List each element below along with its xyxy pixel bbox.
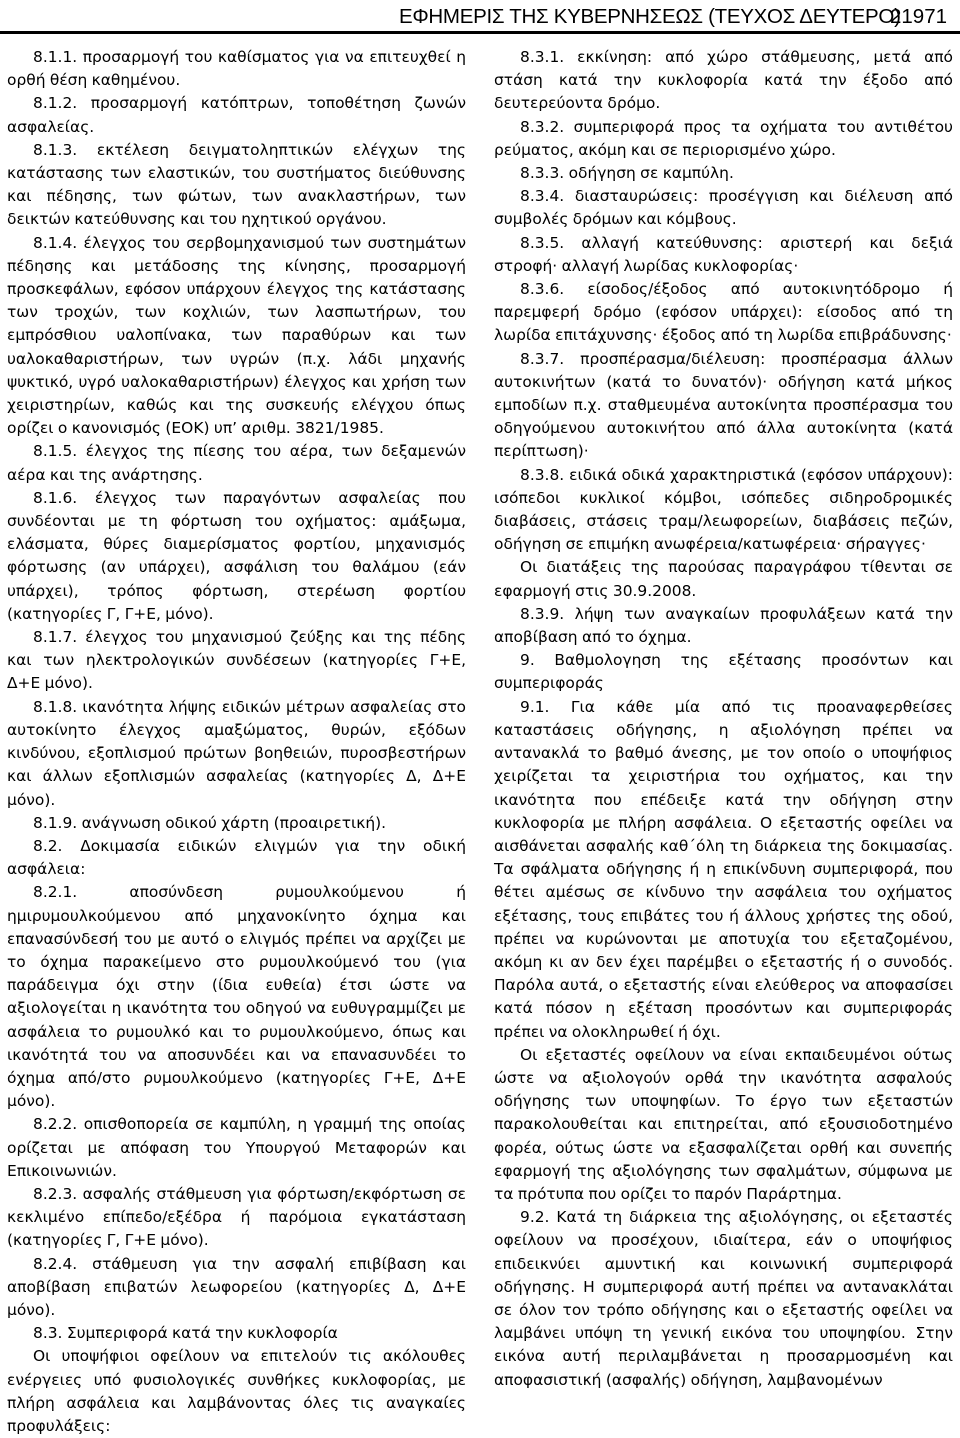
paragraph: 8.2.3. ασφαλής στάθμευση για φόρτωση/εκφόρτωση σε κεκλιμένο επίπεδο/εξέδρα ή παρόμοια εγκατάσταση (κατηγορίες Γ, Γ+Ε μόνο). — [7, 1184, 466, 1250]
paragraph: Οι υποψήφιοι οφείλουν να επιτελούν τις ακόλουθες ενέργειες υπό φυσιολογικές συνθήκες κυκλοφορίας, με πλήρη ασφάλεια και λαμβάνοντας όλες τις αναγκαίες προφυλάξεις: — [7, 1347, 466, 1435]
paragraph: 8.1.3. εκτέλεση δειγματοληπτικών ελέγχων της κατάστασης των ελαστικών, του συστήματος διεύθυνσης και πέδησης, των φώτων, των ανακλαστήρων, των δεικτών κατεύθυνσης και του ηχητικού οργάνου. — [7, 140, 466, 229]
paragraph: 8.1.1. προσαρμογή του καθίσματος για να επιτευχθεί η ορθή θέση καθημένου. — [7, 48, 466, 90]
paragraph: Οι εξεταστές οφείλουν να είναι εκπαιδευμένοι ούτως ώστε να αξιολογούν ορθά την ικανότητα ασφαλούς οδήγησης των υποψηφίων. Το έργο των εξεταστών παρακολουθείται και επιτηρείται, από εξουσιοδοτημένο φορέα, ούτως ώστε να εξασφαλίζεται ορθή και συνεπής εφαρμογή της αξιολόγησης των σφαλμάτων, σύμφωνα με τα πρότυπα που ορίζει το παρόν Παράρτημα. — [494, 1045, 953, 1203]
paragraph: 8.1.9. ανάγνωση οδικού χάρτη (προαιρετική). — [33, 813, 387, 832]
paragraph: 8.2.1. αποσύνδεση ρυμουλκούμενου ή ημιρυμουλκούμενου από μηχανοκίνητο όχημα και επανασύνδεσή του με αυτό ο ελιγμός πρέπει να αρχίζει με το όχημα παρακείμενο στο ρυμουλκούμενό του (για παράδειγμα όχι στην (ίδια ευθεία) έτσι ώστε να αξιολογείται η ικανότητα του οδηγού να ευθυγραμμίζει με ασφάλεια το ρυμουλκό και το ρυμουλκούμενο, όπως και ικανότητά του να αποσυνδέει και να επανασυνδέει το όχημα από/στο ρυμουλκούμενο (κατηγορίες Γ+Ε, Δ+Ε μόνο). — [7, 883, 466, 1111]
paragraph: 8.1.5. έλεγχος της πίεσης του αέρα, των δεξαμενών αέρα και της ανάρτησης. — [7, 442, 466, 484]
paragraph: 8.3.1. εκκίνηση: από χώρο στάθμευσης, μετά από στάση κατά την κυκλοφορία κατά την έξοδο από δευτερεύοντα δρόμο. — [494, 48, 953, 113]
paragraph: 8.3.8. ειδικά οδικά χαρακτηριστικά (εφόσον υπάρχουν): ισόπεδοι κυκλικοί κόμβοι, ισόπεδες σιδηροδρομικές διαβάσεις, στάσεις τραμ/λεωφορείων, διαβάσεις πεζών, οδήγηση σε επιμήκη ανωφέρεια/κατωφέρεια· σήραγγες· — [494, 465, 953, 554]
paragraph: 8.3.7. προσπέρασμα/διέλευση: προσπέρασμα άλλων αυτοκινήτων (κατά το δυνατόν)· οδήγηση κατά μήκος εμποδίων π.χ. σταθμευμένα αυτοκίνητα προσπέρασμα του οδηγούμενου αυτοκινήτου από άλλα αυτοκίνητα (κατά περίπτωση)· — [494, 349, 953, 461]
header-rule — [0, 31, 960, 34]
paragraph: 8.1.2. προσαρμογή κατόπτρων, τοποθέτηση ζωνών ασφαλείας. — [7, 94, 466, 136]
paragraph: 8.3.2. συμπεριφορά προς τα οχήματα του αντιθέτου ρεύματος, ακόμη και σε περιορισμένο χώρο. — [494, 117, 953, 159]
paragraph: 8.2. Δοκιμασία ειδικών ελιγμών για την οδική ασφάλεια: — [7, 836, 466, 879]
left-column — [7, 46, 466, 1438]
paragraph: 9. Βαθμολογηση της εξέτασης προσόντων και συμπεριφοράς — [494, 651, 953, 693]
paragraph: 8.3.4. διασταυρώσεις: προσέγγιση και διέλευση από συμβολές δρόμων και κόμβους. — [494, 187, 953, 229]
right-column — [494, 46, 953, 1392]
paragraph: 8.3.9. λήψη των αναγκαίων προφυλάξεων κατά την αποβίβαση από το όχημα. — [494, 604, 953, 647]
paragraph: 8.3.5. αλλαγή κατεύθυνσης: αριστερή και δεξιά στροφή· αλλαγή λωρίδας κυκλοφορίας· — [494, 233, 953, 275]
paragraph: 8.2.2. οπισθοπορεία σε καμπύλη, η γραμμή της οποίας ορίζεται με απόφαση του Υπουργού Μεταφορών και Επικοινωνιών. — [7, 1115, 466, 1180]
paragraph: 8.3.6. είσοδος/έξοδος από αυτοκινητόδρομο ή παρεμφερή δρόμο (εφόσον υπάρχει): είσοδος από τη λωρίδα επιτάχυνσης· έξοδος από τη λωρίδα επιβράδυνσης· — [494, 280, 953, 345]
paragraph: 8.3. Συμπεριφορά κατά την κυκλοφορία — [33, 1324, 338, 1343]
paragraph: 9.1. Για κάθε μία από τις προαναφερθείσες καταστάσεις οδήγησης, η αξιολόγηση πρέπει να αντανακλά το βαθμό άνεσης, με τον οποίο ο υποψήφιος χειρίζεται τα χειριστήρια του οχήματος, και την ικανότητα που επέδειξε κατά την οδήγηση στην κυκλοφορία με πλήρη ασφάλεια. Ο εξεταστής οφείλει να αισθάνεται ασφαλής καθ΄όλη τη διάρκεια της δοκιμασίας. Τα σφάλματα οδήγησης ή η επικίνδυνη συμπεριφορά, που θέτει αμέσως σε κίνδυνο την ασφάλεια του οχήματος εξέτασης, τους επιβάτες του ή άλλους χρήστες της οδού, πρέπει να κυρώνονται με αποτυχία του εξεταζομένου, ακόμη κι αν δεν έχει παρέμβει ο εξεταστής ή ο συνοδός. Παρόλα αυτά, ο εξεταστής είναι ελεύθερος να αποφασίσει κατά πόσον η εξέταση προσόντων και συμπεριφοράς πρέπει να ολοκληρωθεί ή όχι. — [494, 697, 953, 1041]
paragraph: 9.2. Κατά τη διάρκεια της αξιολόγησης, οι εξεταστές οφείλουν να προσέχουν, ιδιαίτερα, εάν ο υποψήφιος επιδεικνύει αμυντική και κοινωνική συμπεριφορά οδήγησης. Η συμπεριφορά αυτή πρέπει να αντανακλάται σε όλον τον τρόπο οδήγησης και ο εξεταστής οφείλει να λαμβάνει υπόψη τη γενική εικόνα του υποψηφίου. Στην εικόνα αυτή περιλαμβάνεται η προσαρμοσμένη και αποφασιστική (ασφαλής) οδήγηση, λαμβανομένων — [494, 1208, 953, 1389]
paragraph: 8.1.6. έλεγχος των παραγόντων ασφαλείας που συνδέονται με τη φόρτωση του οχήματος: αμάξωμα, ελάσματα, θύρες διαμερίσματος φορτίου, μηχανισμός φόρτωσης (αν υπάρχει), ασφάλιση του θαλάμου (εάν υπάρχει), τρόπος φόρτωση, στερέωση φορτίου (κατηγορίες Γ, Γ+Ε, μόνο). — [7, 488, 466, 623]
page-number: 21971 — [889, 5, 947, 28]
paragraph: 8.3.3. οδήγηση σε καμπύλη. — [520, 164, 734, 183]
paragraph: 8.1.4. έλεγχος του σερβομηχανισμού των συστημάτων πέδησης και μετάδοσης της κίνησης, προσαρμογή προσκεφάλων, εφόσον υπάρχουν έλεγχος της κατάστασης των τροχών, των κοχλιών, των λασπωτήρων, του εμπρόσθιου υαλοπίνακα, των παραθύρων και των υαλοκαθαριστήρων, των υγρών (π.χ. λάδι μηχανής ψυκτικό, υγρό υαλοκαθαριστήρων) έλεγχος και χρήση των χειριστηρίων, καθώς και της συσκευής ελέγχου όπως ορίζει ο κανονισμός (ΕΟΚ) υπ’ αριθμ. 3821/1985. — [7, 233, 466, 438]
gazette-title: ΕΦΗΜΕΡΙΣ ΤΗΣ ΚΥΒΕΡΝΗΣΕΩΣ (ΤΕΥΧΟΣ ΔΕΥΤΕΡΟ) — [399, 5, 901, 28]
paragraph: 8.1.7. έλεγχος του μηχανισμού ζεύξης και της πέδης και των ηλεκτρολογικών συνδέσεων (κατηγορίες Γ+Ε, Δ+Ε μόνο). — [7, 628, 466, 693]
paragraph: Οι διατάξεις της παρούσας παραγράφου τίθενται σε εφαρμογή στις 30.9.2008. — [494, 558, 953, 600]
paragraph: 8.1.8. ικανότητα λήψης ειδικών μέτρων ασφαλείας στο αυτοκίνητο έλεγχος αμαξώματος, θυρών, εξόδων κινδύνου, εξοπλισμού πρώτων βοηθειών, πυροσβεστήρων και άλλων εξοπλισμών ασφαλείας (κατηγορίες Δ, Δ+Ε μόνο). — [7, 697, 466, 809]
page-header — [0, 0, 960, 40]
paragraph: 8.2.4. στάθμευση για την ασφαλή επιβίβαση και αποβίβαση επιβατών λεωφορείου (κατηγορίες Δ, Δ+Ε μόνο). — [7, 1254, 466, 1319]
